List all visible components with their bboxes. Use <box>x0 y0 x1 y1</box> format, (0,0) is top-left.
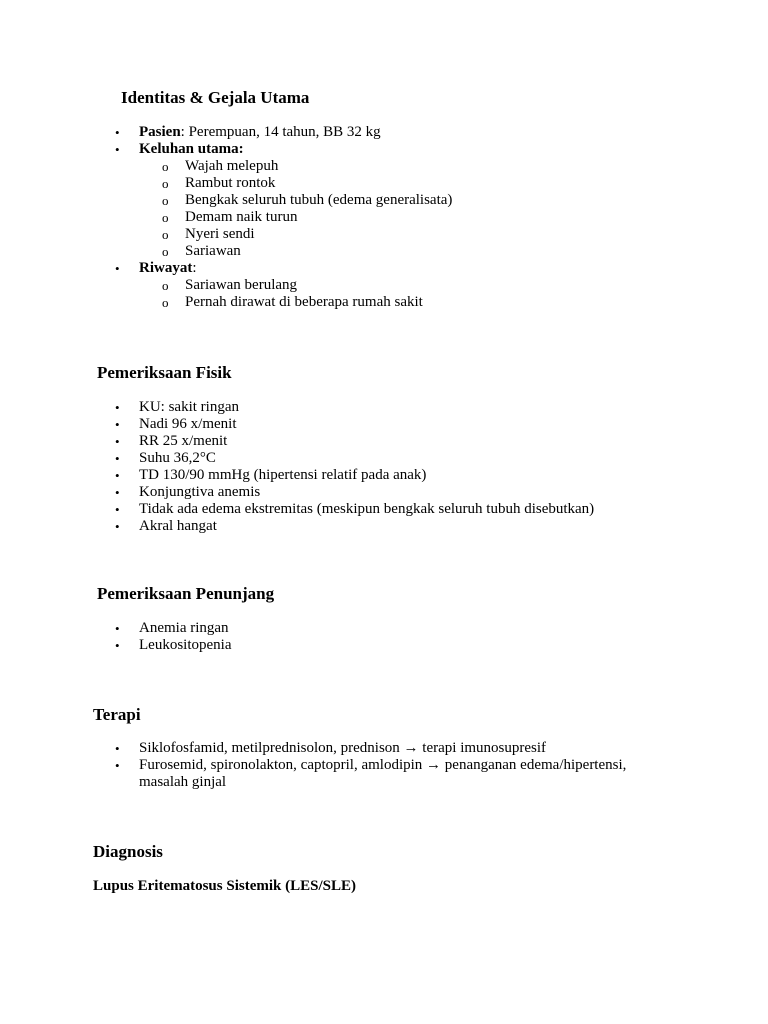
keluhan-sublist <box>139 158 693 260</box>
section-title-diagnosis: Diagnosis <box>93 842 163 861</box>
list-item: • Konjungtiva anemis <box>93 484 733 501</box>
list-item-riwayat: • Riwayat: o Sariawan berulang o Pernah dirawat di beberapa rumah sakit <box>93 260 693 311</box>
sub-list-item: o Demam naik turun <box>139 209 693 226</box>
list-item: • Siklofosfamid, metilprednisolon, prednison → terapi imunosupresif <box>93 740 653 757</box>
fisik-list <box>93 399 733 535</box>
riwayat-label: Riwayat <box>139 260 193 276</box>
list-item-keluhan <box>93 141 693 260</box>
diagnosis-value: Lupus Eritematosus Sistemik (LES/SLE) <box>93 878 356 894</box>
list-item: • Nadi 96 x/menit <box>93 416 733 433</box>
pasien-value: : Perempuan, 14 tahun, BB 32 kg <box>180 124 381 140</box>
identitas-list <box>93 124 693 311</box>
list-item: • Leukositopenia <box>93 637 693 654</box>
list-item: • KU: sakit ringan <box>93 399 733 416</box>
pasien-label: Pasien <box>139 124 181 140</box>
section-title-penunjang: Pemeriksaan Penunjang <box>97 584 275 603</box>
list-item: • Furosemid, spironolakton, captopril, amlodipin → penanganan edema/hipertensi, masalah ginjal <box>93 757 653 791</box>
section-title-identitas: Identitas & Gejala Utama <box>121 88 310 107</box>
section-title-fisik: Pemeriksaan Fisik <box>97 363 232 382</box>
sub-list-item: o Bengkak seluruh tubuh (edema generalisata) <box>139 192 693 209</box>
list-item: • Tidak ada edema ekstremitas (meskipun bengkak seluruh tubuh disebutkan) <box>93 501 733 518</box>
sub-list-item: o Rambut rontok <box>139 175 693 192</box>
list-item: • Akral hangat <box>93 518 733 535</box>
list-item-pasien <box>93 124 693 141</box>
section-title-terapi: Terapi <box>93 705 141 724</box>
sub-list-item: o Pernah dirawat di beberapa rumah sakit <box>139 294 693 311</box>
list-item: • Suhu 36,2°C <box>93 450 733 467</box>
list-item: • TD 130/90 mmHg (hipertensi relatif pada anak) <box>93 467 733 484</box>
sub-list-item: o Wajah melepuh <box>139 158 693 175</box>
keluhan-label: Keluhan utama: <box>139 141 244 157</box>
sub-list-item: o Sariawan <box>139 243 693 260</box>
sub-list-item: o Sariawan berulang <box>139 277 693 294</box>
list-item: • Anemia ringan <box>93 620 693 637</box>
sub-list-item: o Nyeri sendi <box>139 226 693 243</box>
list-item: • RR 25 x/menit <box>93 433 733 450</box>
penunjang-list <box>93 620 693 654</box>
terapi-list <box>93 740 653 791</box>
riwayat-sublist <box>139 277 693 311</box>
